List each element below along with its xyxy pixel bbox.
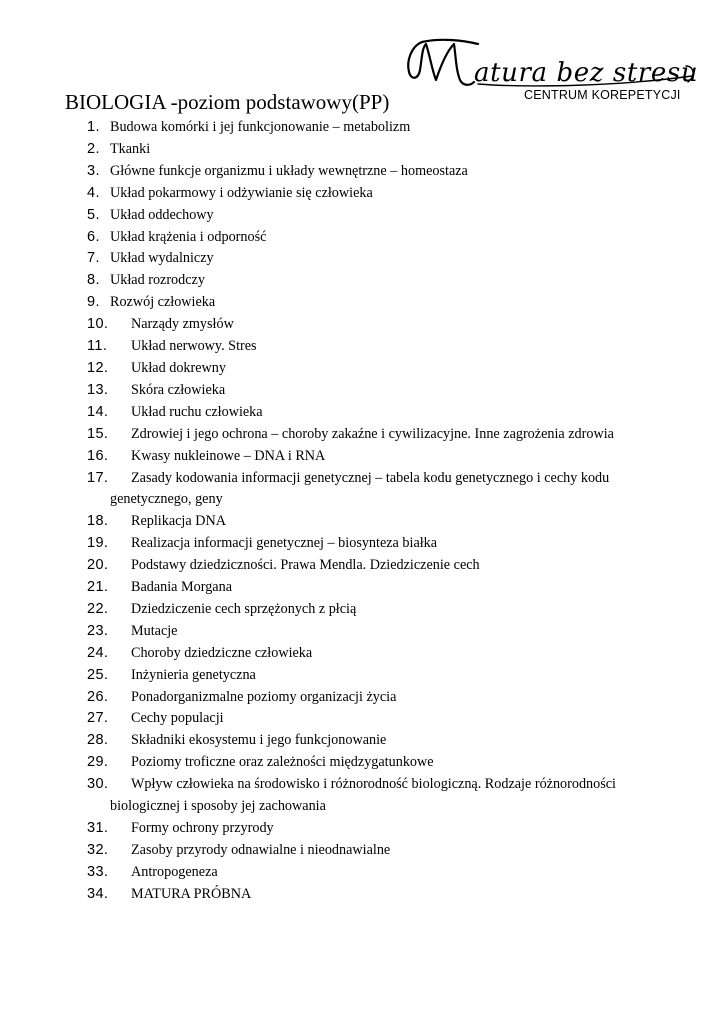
topic-item-6	[0, 227, 700, 249]
topic-item-34	[0, 884, 700, 906]
topic-number: 29.	[87, 754, 109, 771]
topic-number: 20.	[87, 557, 109, 574]
topic-number: 17.	[87, 469, 109, 486]
topic-text: Zasoby przyrody odnawialne i nieodnawialne	[131, 841, 391, 858]
topic-item-18	[0, 511, 700, 533]
topic-number: 27.	[87, 710, 109, 727]
topic-item-19	[0, 533, 700, 555]
topic-item-11	[0, 336, 700, 358]
topic-number: 7.	[87, 250, 100, 267]
topic-number: 5.	[87, 206, 100, 223]
topic-text: Zdrowiej i jego ochrona – choroby zakaźne i cywilizacyjne. Inne zagrożenia zdrowia	[131, 425, 614, 442]
topic-number: 32.	[87, 841, 109, 858]
topic-text: Układ oddechowy	[110, 206, 214, 223]
topic-number: 2.	[87, 140, 100, 157]
topic-text: Replikacja DNA	[131, 513, 226, 530]
topic-item-4	[0, 183, 700, 205]
topic-text: Układ wydalniczy	[110, 250, 214, 267]
topic-number: 34.	[87, 885, 109, 902]
topic-item-14	[0, 402, 700, 424]
topic-item-17	[0, 468, 700, 512]
topic-item-24	[0, 643, 700, 665]
topic-text: Skóra człowieka	[131, 381, 226, 398]
topic-text: Główne funkcje organizmu i układy wewnętrzne – homeostaza	[110, 162, 468, 179]
topic-number: 13.	[87, 381, 109, 398]
topic-item-8	[0, 270, 700, 292]
topic-number: 3.	[87, 162, 100, 179]
topic-item-26	[0, 687, 700, 709]
topic-item-9	[0, 292, 700, 314]
topic-number: 23.	[87, 622, 109, 639]
topic-text: Układ rozrodczy	[110, 272, 205, 289]
document-title: BIOLOGIA -poziom podstawowy(PP)	[65, 90, 390, 114]
topic-text: Cechy populacji	[131, 710, 224, 727]
topic-text: Mutacje	[131, 622, 178, 639]
topic-item-1	[0, 117, 700, 139]
topic-text: MATURA PRÓBNA	[131, 885, 252, 902]
topic-item-5	[0, 205, 700, 227]
topic-item-7	[0, 248, 700, 270]
topic-text: Układ pokarmowy i odżywianie się człowieka	[110, 184, 373, 201]
topic-text: Choroby dziedziczne człowieka	[131, 644, 313, 661]
topic-text: Dziedziczenie cech sprzężonych z płcią	[131, 600, 357, 617]
topic-text: Układ krążenia i odporność	[110, 228, 267, 245]
topic-number: 31.	[87, 820, 109, 836]
topic-text: Układ nerwowy. Stres	[131, 338, 257, 355]
topic-number: 19.	[87, 535, 109, 552]
topic-item-33	[0, 862, 700, 884]
topic-number: 18.	[87, 513, 109, 530]
topic-text: Narządy zmysłów	[131, 316, 234, 333]
topic-number: 1.	[87, 119, 100, 135]
topic-text: Antropogeneza	[131, 863, 218, 880]
topic-text: Poziomy troficzne oraz zależności międzygatunkowe	[131, 754, 434, 771]
topic-item-16	[0, 446, 700, 468]
topic-text: Tkanki	[110, 140, 151, 157]
topic-number: 15.	[87, 425, 109, 442]
topic-number: 21.	[87, 579, 109, 596]
topic-item-21	[0, 577, 700, 599]
topic-item-2	[0, 139, 700, 161]
topic-number: 9.	[87, 294, 100, 311]
topic-text: Kwasy nukleinowe – DNA i RNA	[131, 447, 326, 464]
topic-item-22	[0, 599, 700, 621]
topic-text: Składniki ekosystemu i jego funkcjonowanie	[131, 732, 387, 749]
topic-item-10	[0, 314, 700, 336]
topic-number: 16.	[87, 447, 109, 464]
topic-item-3	[0, 161, 700, 183]
topic-text: Układ dokrewny	[131, 359, 226, 376]
topic-item-23	[0, 621, 700, 643]
topic-list	[0, 117, 700, 906]
topic-number: 11.	[87, 338, 108, 355]
topic-item-32	[0, 840, 700, 862]
topic-text: Formy ochrony przyrody	[131, 820, 274, 836]
topic-number: 10.	[87, 316, 109, 333]
topic-item-12	[0, 358, 700, 380]
topic-text: Badania Morgana	[131, 579, 232, 596]
topic-text: Budowa komórki i jej funkcjonowanie – metabolizm	[110, 119, 411, 135]
topic-text: Wpływ człowieka na środowisko i różnorodność biologiczną. Rodzaje różnorodności biologicznej i sposoby jej zachowania	[110, 776, 617, 815]
topic-item-27	[0, 708, 700, 730]
topic-item-13	[0, 380, 700, 402]
topic-number: 33.	[87, 863, 109, 880]
topic-item-15	[0, 424, 700, 446]
topic-number: 6.	[87, 228, 100, 245]
topic-number: 12.	[87, 359, 109, 376]
topic-number: 22.	[87, 600, 109, 617]
logo-script-text: atura bez stresu	[474, 58, 699, 88]
topic-text: Ponadorganizmalne poziomy organizacji życia	[131, 688, 397, 705]
topic-text: Układ ruchu człowieka	[131, 403, 263, 420]
topic-number: 30.	[87, 776, 109, 793]
topic-number: 14.	[87, 403, 109, 420]
topic-text: Rozwój człowieka	[110, 294, 216, 311]
topic-number: 8.	[87, 272, 100, 289]
topic-item-20	[0, 555, 700, 577]
logo-subtitle: CENTRUM KOREPETYCJI	[524, 88, 681, 102]
topic-number: 24.	[87, 644, 109, 661]
topic-text: Inżynieria genetyczna	[131, 666, 256, 683]
topic-item-25	[0, 665, 700, 687]
brand-logo	[400, 36, 700, 106]
topic-text: Zasady kodowania informacji genetycznej – tabela kodu genetycznego i cechy kodu genetycznego, geny	[110, 469, 610, 508]
topic-item-28	[0, 730, 700, 752]
topic-item-30	[0, 774, 700, 818]
topic-number: 28.	[87, 732, 109, 749]
topic-text: Realizacja informacji genetycznej – biosynteza białka	[131, 535, 438, 552]
topic-number: 25.	[87, 666, 109, 683]
topic-item-29	[0, 752, 700, 774]
topic-text: Podstawy dziedziczności. Prawa Mendla. Dziedziczenie cech	[131, 557, 480, 574]
topic-item-31	[0, 818, 700, 840]
topic-number: 26.	[87, 688, 109, 705]
topic-number: 4.	[87, 184, 100, 201]
